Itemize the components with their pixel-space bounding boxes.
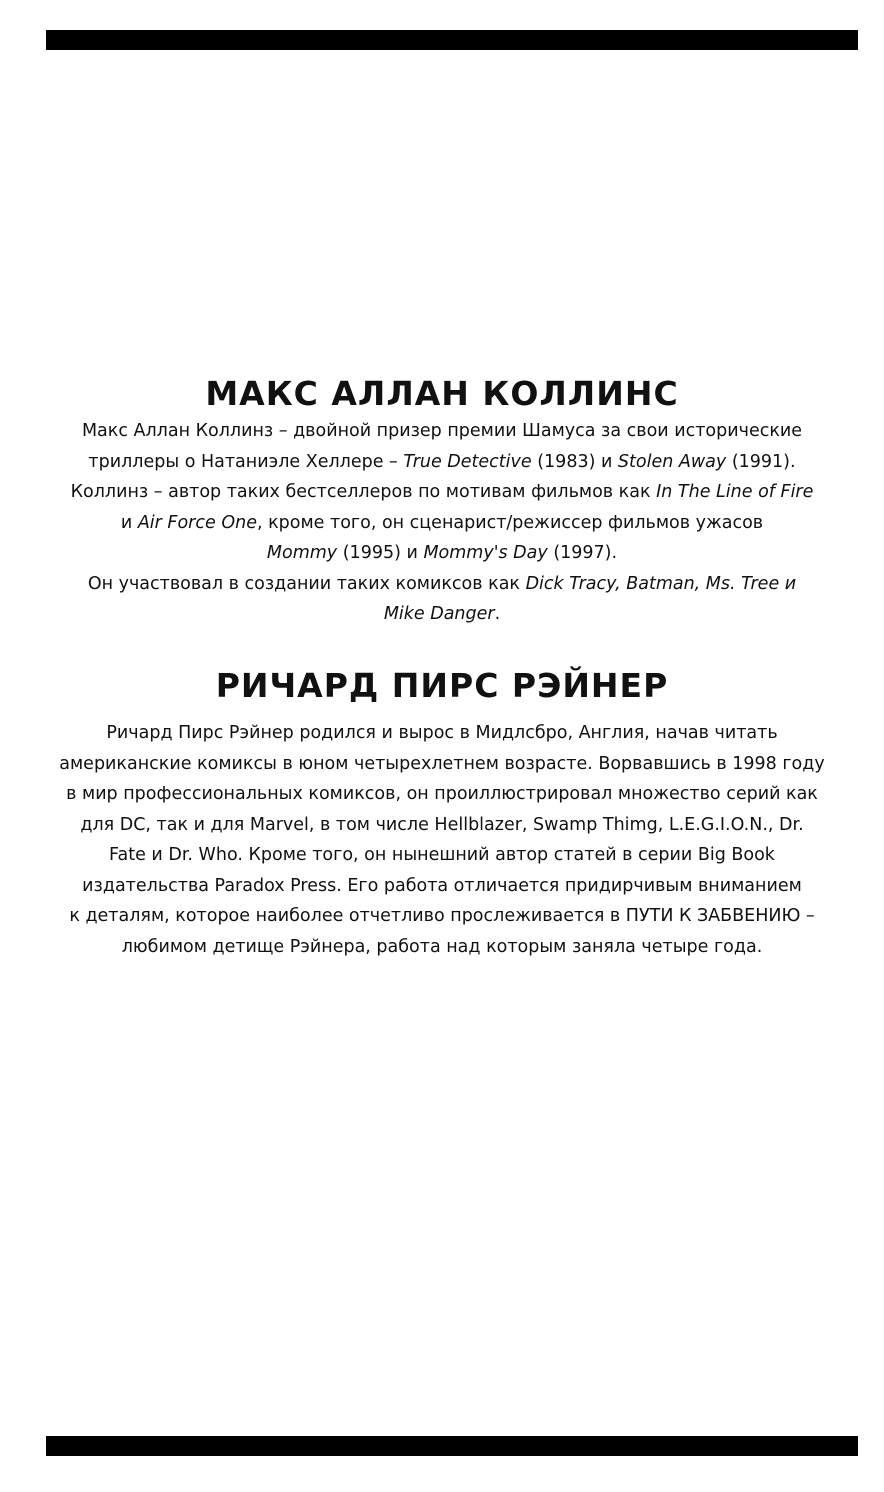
italic-title: Stolen Away: [617, 451, 727, 472]
bio-line: [40, 840, 844, 871]
bio-line: [40, 447, 844, 478]
top-border-bar: [46, 30, 858, 50]
text-run: .: [494, 604, 501, 624]
text-run: и: [120, 512, 138, 533]
italic-title: Mike Danger: [383, 604, 495, 624]
italic-title: In The Line of Fire: [656, 482, 814, 502]
bio-line: [40, 538, 844, 569]
bio-line: [40, 749, 844, 780]
bio-line: [40, 718, 844, 749]
text-run: американские комиксы в юном четырехлетнем возрасте. Ворвавшись в 1998 году: [59, 753, 825, 774]
text-run: триллеры о Натаниэле Хеллере –: [88, 451, 404, 472]
text-run: (1995) и: [337, 543, 424, 563]
text-run: любимом детище Рэйнера, работа над которым заняла четыре года.: [121, 936, 763, 957]
author-name-rayner: РИЧАРД ПИРС РЭЙНЕР: [215, 666, 669, 705]
bottom-border-bar: [46, 1436, 858, 1456]
bio-richard-piers-rayner: [40, 666, 844, 962]
author-name-collins: МАКС АЛЛАН КОЛЛИНС: [205, 374, 679, 413]
bio-line: [40, 599, 844, 630]
bio-line: [40, 871, 844, 902]
italic-title: Mommy: [266, 543, 338, 563]
italic-title: Mommy's Day: [423, 543, 548, 563]
text-run: Макс Аллан Коллинз – двойной призер премии Шамуса за свои исторические: [81, 421, 803, 441]
text-run: (1997).: [547, 543, 618, 563]
bio-text-collins: [40, 416, 844, 630]
text-run: издательства Paradox Press. Его работа отличается придирчивым вниманием: [82, 875, 802, 896]
text-run: Коллинз – автор таких бестселлеров по мотивам фильмов как: [70, 482, 657, 502]
bio-line: [40, 901, 844, 932]
text-run: (1983) и: [531, 451, 618, 472]
bio-text-rayner: [40, 718, 844, 962]
bio-line: [40, 569, 844, 600]
bio-line: [40, 932, 844, 963]
bio-line: [40, 477, 844, 508]
text-run: к деталям, которое наиболее отчетливо прослеживается в ПУТИ К ЗАБВЕНИЮ –: [69, 906, 815, 926]
text-run: в мир профессиональных комиксов, он проиллюстрировал множество серий как: [66, 784, 818, 804]
bio-line: [40, 779, 844, 810]
text-run: Ричард Пирс Рэйнер родился и вырос в Мидлсбро, Англия, начав читать: [106, 723, 778, 743]
bio-line: [40, 810, 844, 841]
italic-title: Dick Tracy, Batman, Ms. Tree и: [525, 573, 797, 594]
text-run: Fate и Dr. Who. Кроме того, он нынешний автор статей в серии Big Book: [109, 845, 775, 865]
text-run: Он участвовал в создании таких комиксов как: [87, 573, 526, 594]
italic-title: Air Force One: [137, 512, 257, 533]
bio-line: [40, 508, 844, 539]
text-run: (1991).: [726, 451, 796, 472]
bio-line: [40, 416, 844, 447]
bio-max-allan-collins: [40, 374, 844, 630]
text-run: для DC, так и для Marvel, в том числе Hellblazer, Swamp Thimg, L.E.G.I.O.N., Dr.: [80, 814, 804, 835]
text-run: , кроме того, он сценарист/режиссер фильмов ужасов: [256, 512, 764, 533]
italic-title: True Detective: [403, 451, 532, 472]
